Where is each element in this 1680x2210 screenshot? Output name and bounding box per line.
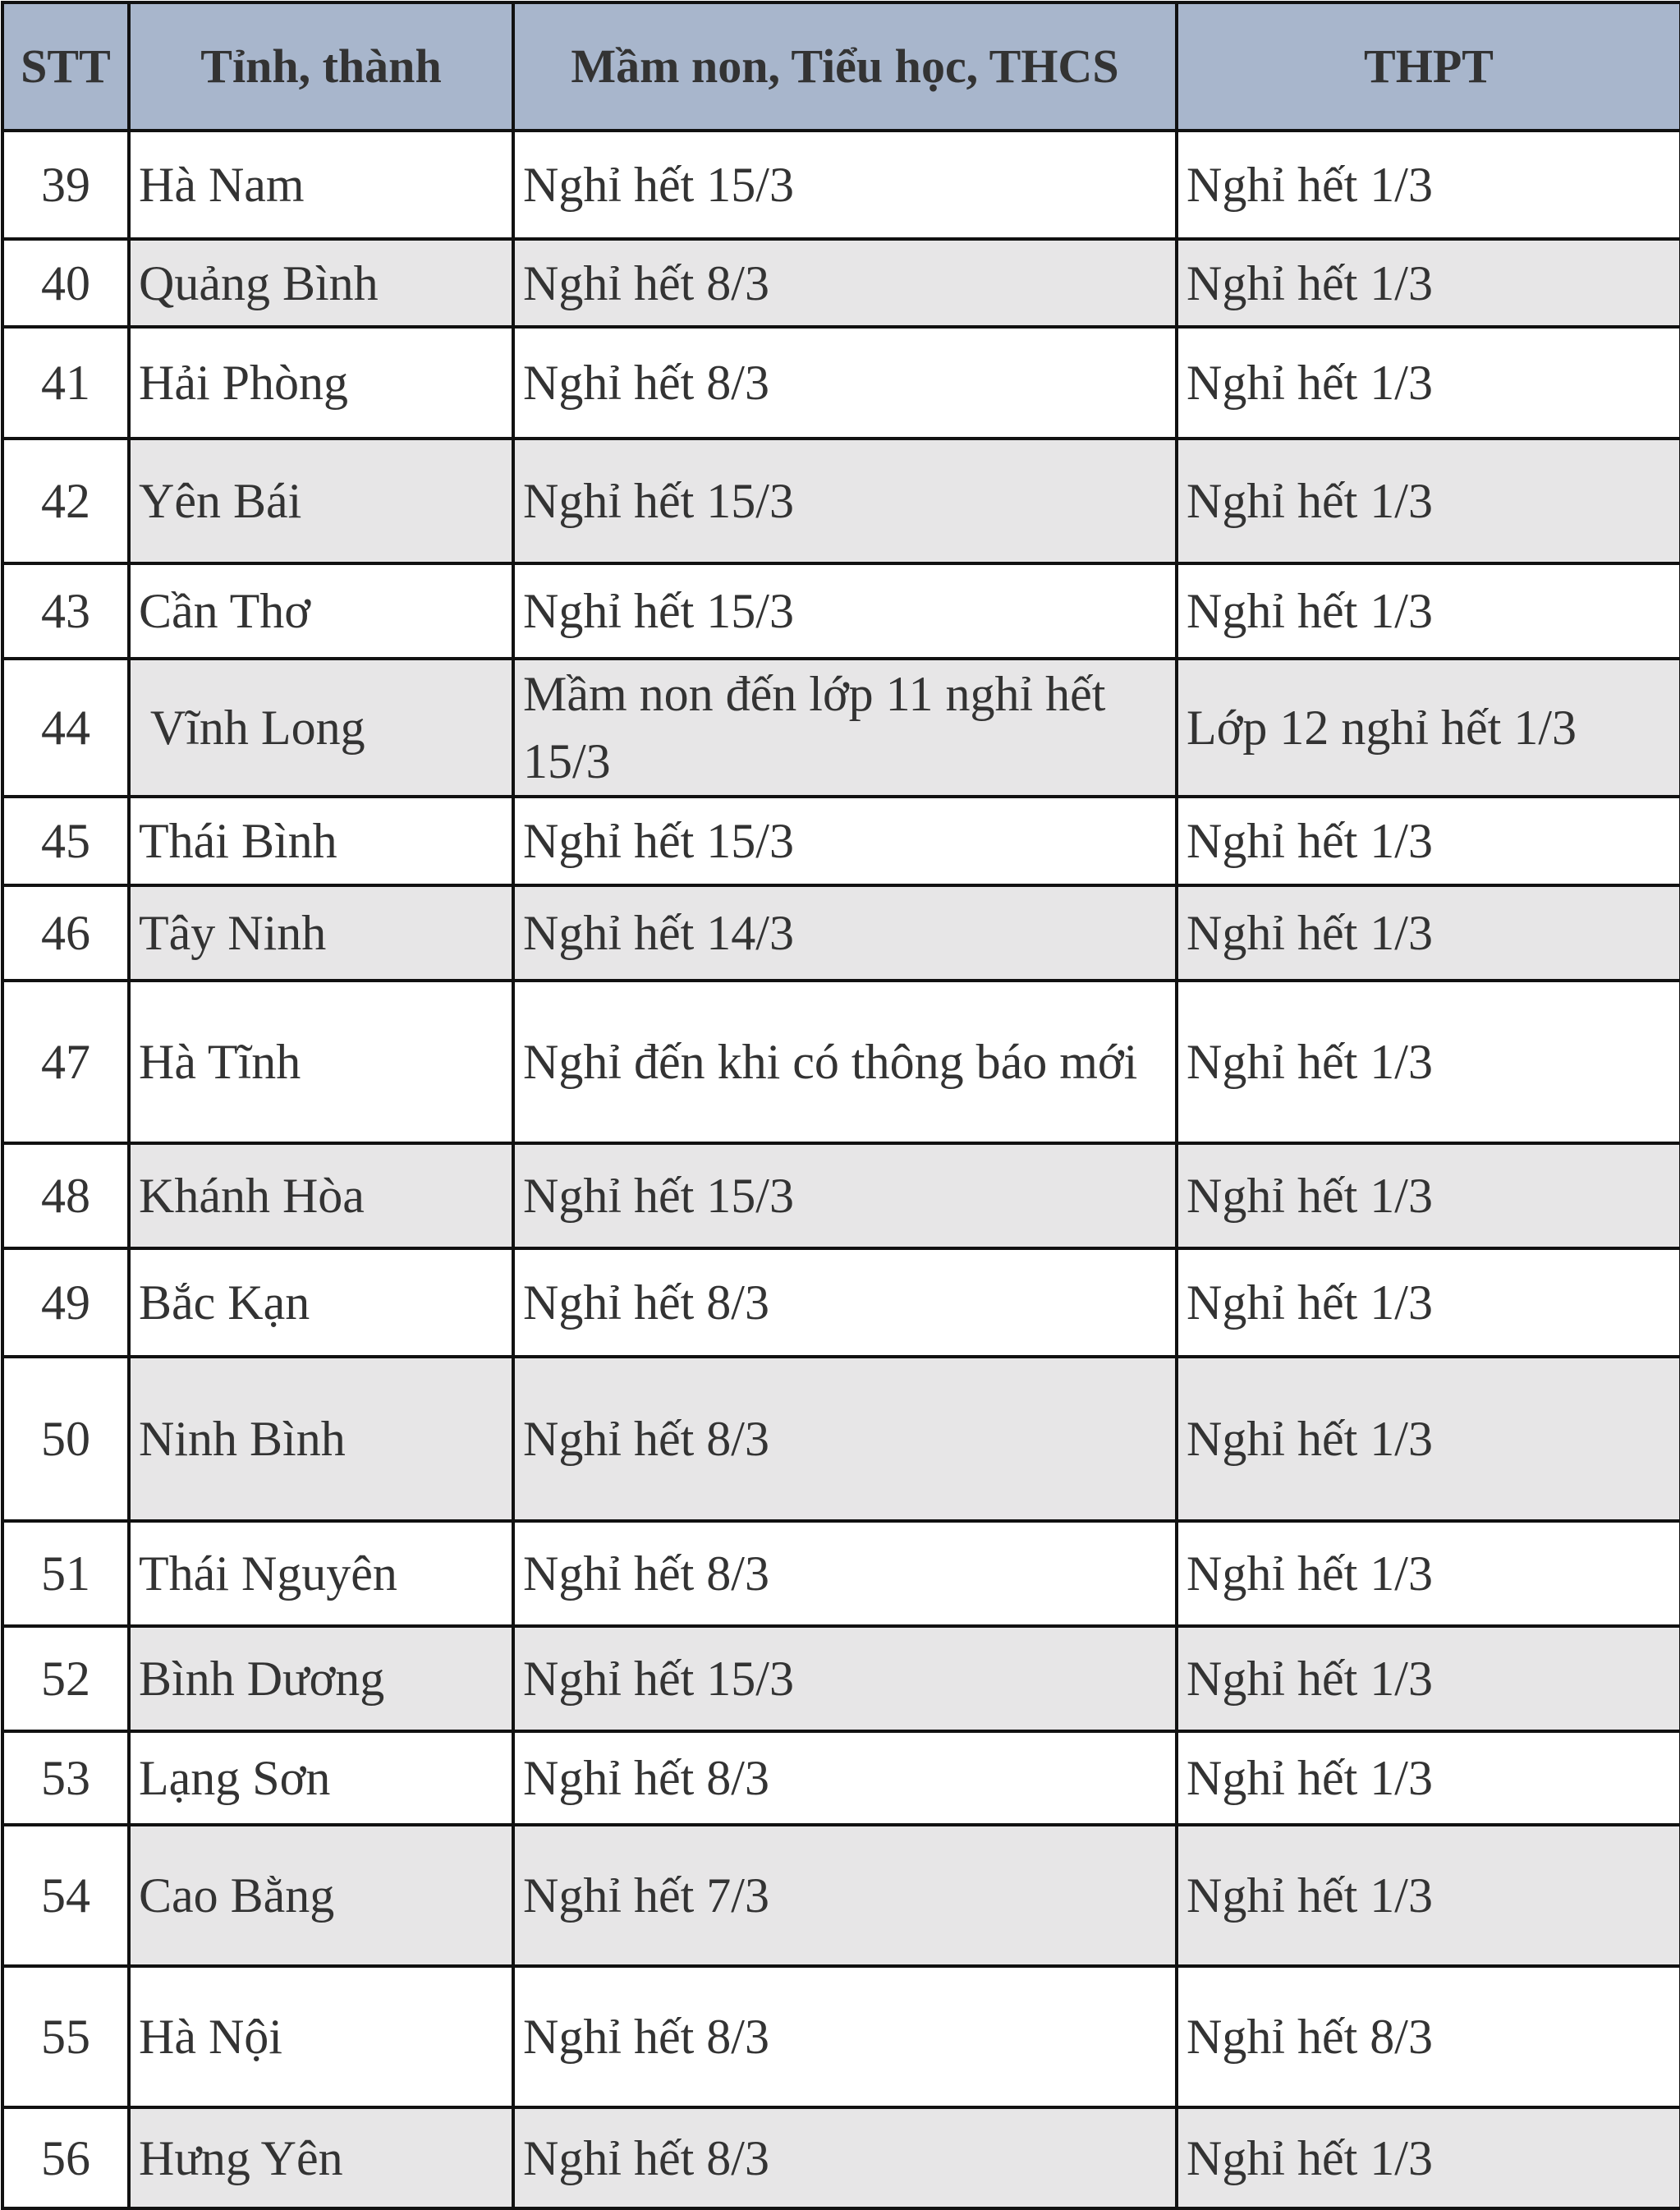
cell-stt: 40: [2, 239, 129, 327]
cell-high: Nghỉ hết 1/3: [1177, 1731, 1680, 1825]
cell-province: Thái Nguyên: [129, 1521, 513, 1626]
cell-primary: Mầm non đến lớp 11 nghỉ hết 15/3: [513, 659, 1177, 797]
cell-high: Nghỉ hết 1/3: [1177, 563, 1680, 659]
cell-primary: Nghỉ hết 15/3: [513, 1626, 1177, 1731]
school-closure-table: [1, 1, 1680, 2210]
cell-stt: 47: [2, 981, 129, 1143]
cell-primary: Nghỉ hết 15/3: [513, 1143, 1177, 1248]
cell-province: Khánh Hòa: [129, 1143, 513, 1248]
cell-province: Cần Thơ: [129, 563, 513, 659]
cell-stt: 44: [2, 659, 129, 797]
table-row: [2, 885, 1680, 981]
cell-primary: Nghỉ hết 8/3: [513, 1521, 1177, 1626]
cell-high: Nghỉ hết 1/3: [1177, 981, 1680, 1143]
cell-primary: Nghỉ hết 15/3: [513, 563, 1177, 659]
cell-province: Quảng Bình: [129, 239, 513, 327]
cell-primary: Nghỉ hết 8/3: [513, 327, 1177, 439]
cell-province: Bình Dương: [129, 1626, 513, 1731]
cell-primary: Nghỉ hết 8/3: [513, 1248, 1177, 1357]
cell-high: Nghỉ hết 1/3: [1177, 1626, 1680, 1731]
cell-stt: 39: [2, 131, 129, 239]
table-row: [2, 439, 1680, 563]
cell-stt: 42: [2, 439, 129, 563]
cell-high: Nghỉ hết 1/3: [1177, 327, 1680, 439]
cell-stt: 48: [2, 1143, 129, 1248]
cell-province: Yên Bái: [129, 439, 513, 563]
cell-high: Nghỉ hết 1/3: [1177, 439, 1680, 563]
table-row: [2, 563, 1680, 659]
table-row: [2, 1731, 1680, 1825]
table-row: [2, 1825, 1680, 1966]
cell-primary: Nghỉ hết 7/3: [513, 1825, 1177, 1966]
cell-province: Thái Bình: [129, 797, 513, 885]
cell-stt: 53: [2, 1731, 129, 1825]
header-province: Tỉnh, thành: [129, 2, 513, 131]
cell-primary: Nghỉ hết 8/3: [513, 1357, 1177, 1521]
table-row: [2, 659, 1680, 797]
cell-province: Hà Tĩnh: [129, 981, 513, 1143]
cell-high: Nghỉ hết 1/3: [1177, 885, 1680, 981]
cell-stt: 49: [2, 1248, 129, 1357]
table-row: [2, 1143, 1680, 1248]
table-row: [2, 327, 1680, 439]
cell-primary: Nghỉ hết 8/3: [513, 1966, 1177, 2107]
cell-province: Bắc Kạn: [129, 1248, 513, 1357]
cell-province: Lạng Sơn: [129, 1731, 513, 1825]
cell-high: Nghỉ hết 1/3: [1177, 797, 1680, 885]
cell-stt: 56: [2, 2107, 129, 2208]
cell-high: Nghỉ hết 1/3: [1177, 1825, 1680, 1966]
cell-stt: 52: [2, 1626, 129, 1731]
table-row: [2, 1966, 1680, 2107]
cell-primary: Nghỉ hết 15/3: [513, 797, 1177, 885]
table-row: [2, 1626, 1680, 1731]
cell-province: Hà Nam: [129, 131, 513, 239]
table-row: [2, 981, 1680, 1143]
cell-province: Hà Nội: [129, 1966, 513, 2107]
cell-high: Nghỉ hết 1/3: [1177, 131, 1680, 239]
cell-primary: Nghỉ hết 8/3: [513, 2107, 1177, 2208]
table-row: [2, 2107, 1680, 2208]
cell-province: Tây Ninh: [129, 885, 513, 981]
cell-high: Nghỉ hết 1/3: [1177, 2107, 1680, 2208]
cell-high: Nghỉ hết 8/3: [1177, 1966, 1680, 2107]
cell-stt: 41: [2, 327, 129, 439]
cell-primary: Nghỉ đến khi có thông báo mới: [513, 981, 1177, 1143]
cell-high: Nghỉ hết 1/3: [1177, 1143, 1680, 1248]
header-row: [2, 2, 1680, 131]
table-row: [2, 1357, 1680, 1521]
table-header: [2, 2, 1680, 131]
cell-high: Nghỉ hết 1/3: [1177, 1521, 1680, 1626]
cell-high: Nghỉ hết 1/3: [1177, 239, 1680, 327]
cell-high: Lớp 12 nghỉ hết 1/3: [1177, 659, 1680, 797]
table-row: [2, 797, 1680, 885]
cell-stt: 46: [2, 885, 129, 981]
cell-primary: Nghỉ hết 15/3: [513, 131, 1177, 239]
cell-stt: 43: [2, 563, 129, 659]
table-body: [2, 131, 1680, 2208]
cell-primary: Nghỉ hết 15/3: [513, 439, 1177, 563]
cell-primary: Nghỉ hết 14/3: [513, 885, 1177, 981]
table-row: [2, 239, 1680, 327]
cell-province: Vĩnh Long: [129, 659, 513, 797]
cell-stt: 51: [2, 1521, 129, 1626]
table-row: [2, 131, 1680, 239]
cell-stt: 45: [2, 797, 129, 885]
cell-high: Nghỉ hết 1/3: [1177, 1357, 1680, 1521]
cell-stt: 55: [2, 1966, 129, 2107]
cell-province: Ninh Bình: [129, 1357, 513, 1521]
header-primary-secondary: Mầm non, Tiểu học, THCS: [513, 2, 1177, 131]
cell-high: Nghỉ hết 1/3: [1177, 1248, 1680, 1357]
cell-stt: 54: [2, 1825, 129, 1966]
cell-province: Hưng Yên: [129, 2107, 513, 2208]
table-row: [2, 1521, 1680, 1626]
table-row: [2, 1248, 1680, 1357]
cell-primary: Nghỉ hết 8/3: [513, 1731, 1177, 1825]
cell-primary: Nghỉ hết 8/3: [513, 239, 1177, 327]
cell-province: Cao Bằng: [129, 1825, 513, 1966]
header-stt: STT: [2, 2, 129, 131]
cell-province: Hải Phòng: [129, 327, 513, 439]
header-high-school: THPT: [1177, 2, 1680, 131]
cell-stt: 50: [2, 1357, 129, 1521]
